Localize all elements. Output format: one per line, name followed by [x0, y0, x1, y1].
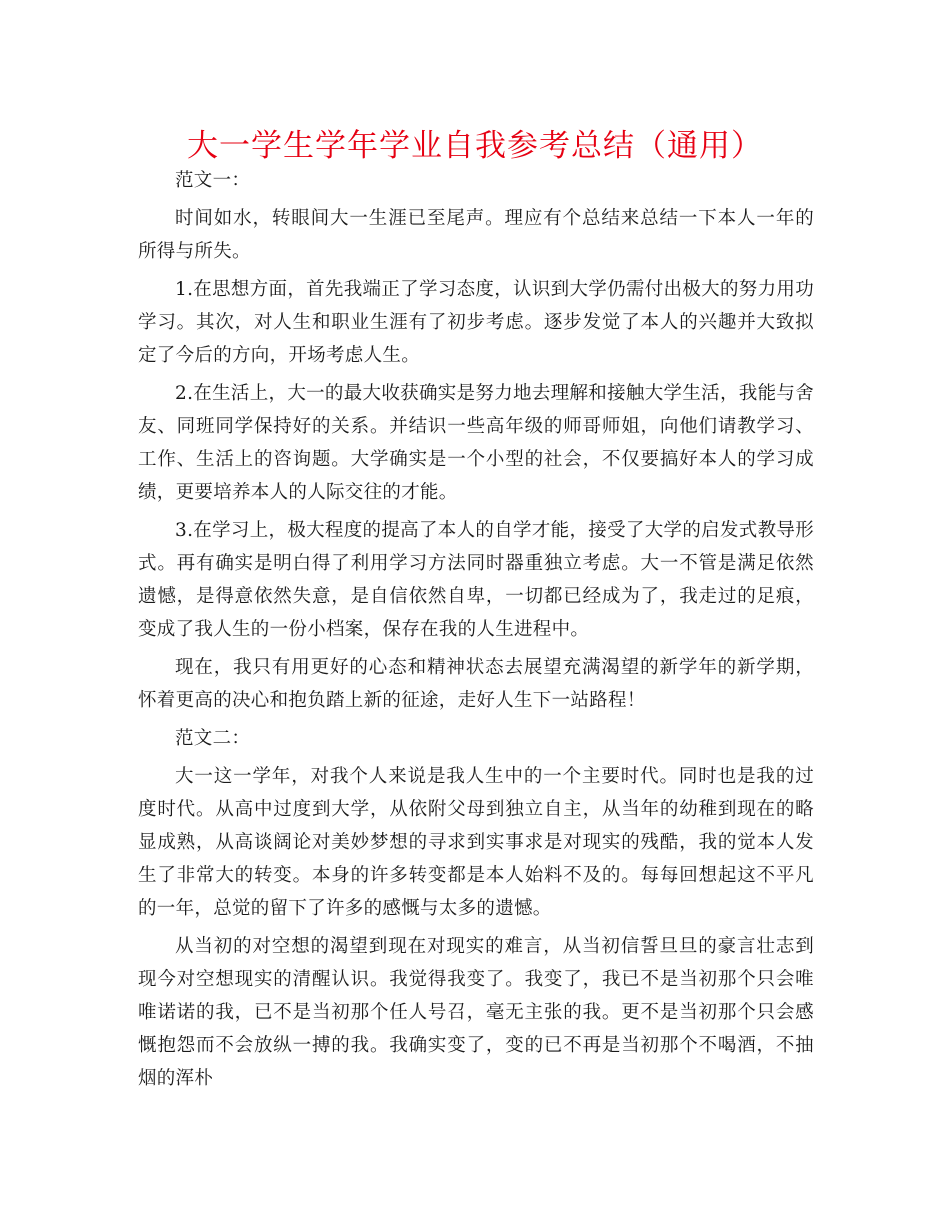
paragraph-year-overview: 大一这一学年，对我个人来说是我人生中的一个主要时代。同时也是我的过度时代。从高中过度到大学，从依附父母到独立自主，从当年的幼稚到现在的略显成熟，从高谈阔论对美妙梦想的寻求到实事求是对现实的残酷，我的觉本人发生了非常大的转变。本身的许多转变都是本人始料不及的。每每回想起这不平凡的一年，总觉的留下了许多的感慨与太多的遗憾。 [138, 766, 814, 919]
section-label-sample-1: 范文一： [175, 170, 251, 191]
paragraph-outlook: 现在，我只有用更好的心态和精神状态去展望充满渴望的新学年的新学期，怀着更高的决心和抱负踏上新的征途，走好人生下一站路程！ [138, 657, 814, 711]
paragraph-study: 3.在学习上，极大程度的提高了本人的自学才能，接受了大学的启发式教导形式。再有确实是明白得了利用学习方法同时器重独立考虑。大一不管是满足依然遗憾，是得意依然失意，是自信依然自卑，一切都已经成为了，我走过的足痕，变成了我人生的一份小档案，保存在我的人生进程中。 [138, 520, 814, 640]
paragraph-life: 2.在生活上，大一的最大收获确实是努力地去理解和接触大学生活，我能与舍友、同班同学保持好的关系。并结识一些高年级的师哥师姐，向他们请教学习、工作、生活上的咨询题。大学确实是一个小型的社会，不仅要搞好本人的学习成绩，更要培养本人的人际交往的才能。 [138, 383, 814, 503]
document-title: 大一学生学年学业自我参考总结（通用） [187, 128, 763, 164]
paragraph-change: 从当初的对空想的渴望到现在对现实的难言，从当初信誓旦旦的豪言壮志到现今对空想现实的清醒认识。我觉得我变了。我变了，我已不是当初那个只会唯唯诺诺的我，已不是当初那个任人号召，毫无主张的我。更不是当初那个只会感慨抱怨而不会放纵一搏的我。我确实变了，变的已不再是当初那个不喝酒，不抽烟的浑朴 [138, 936, 814, 1089]
paragraph-thought: 1.在思想方面，首先我端正了学习态度，认识到大学仍需付出极大的努力用功学习。其次，对人生和职业生涯有了初步考虑。逐步发觉了本人的兴趣并大致拟定了今后的方向，开场考虑人生。 [138, 279, 814, 366]
paragraph-intro: 时间如水，转眼间大一生涯已至尾声。理应有个总结来总结一下本人一年的所得与所失。 [138, 208, 814, 262]
section-label-sample-2: 范文二： [175, 728, 251, 749]
document-body [138, 164, 814, 1100]
